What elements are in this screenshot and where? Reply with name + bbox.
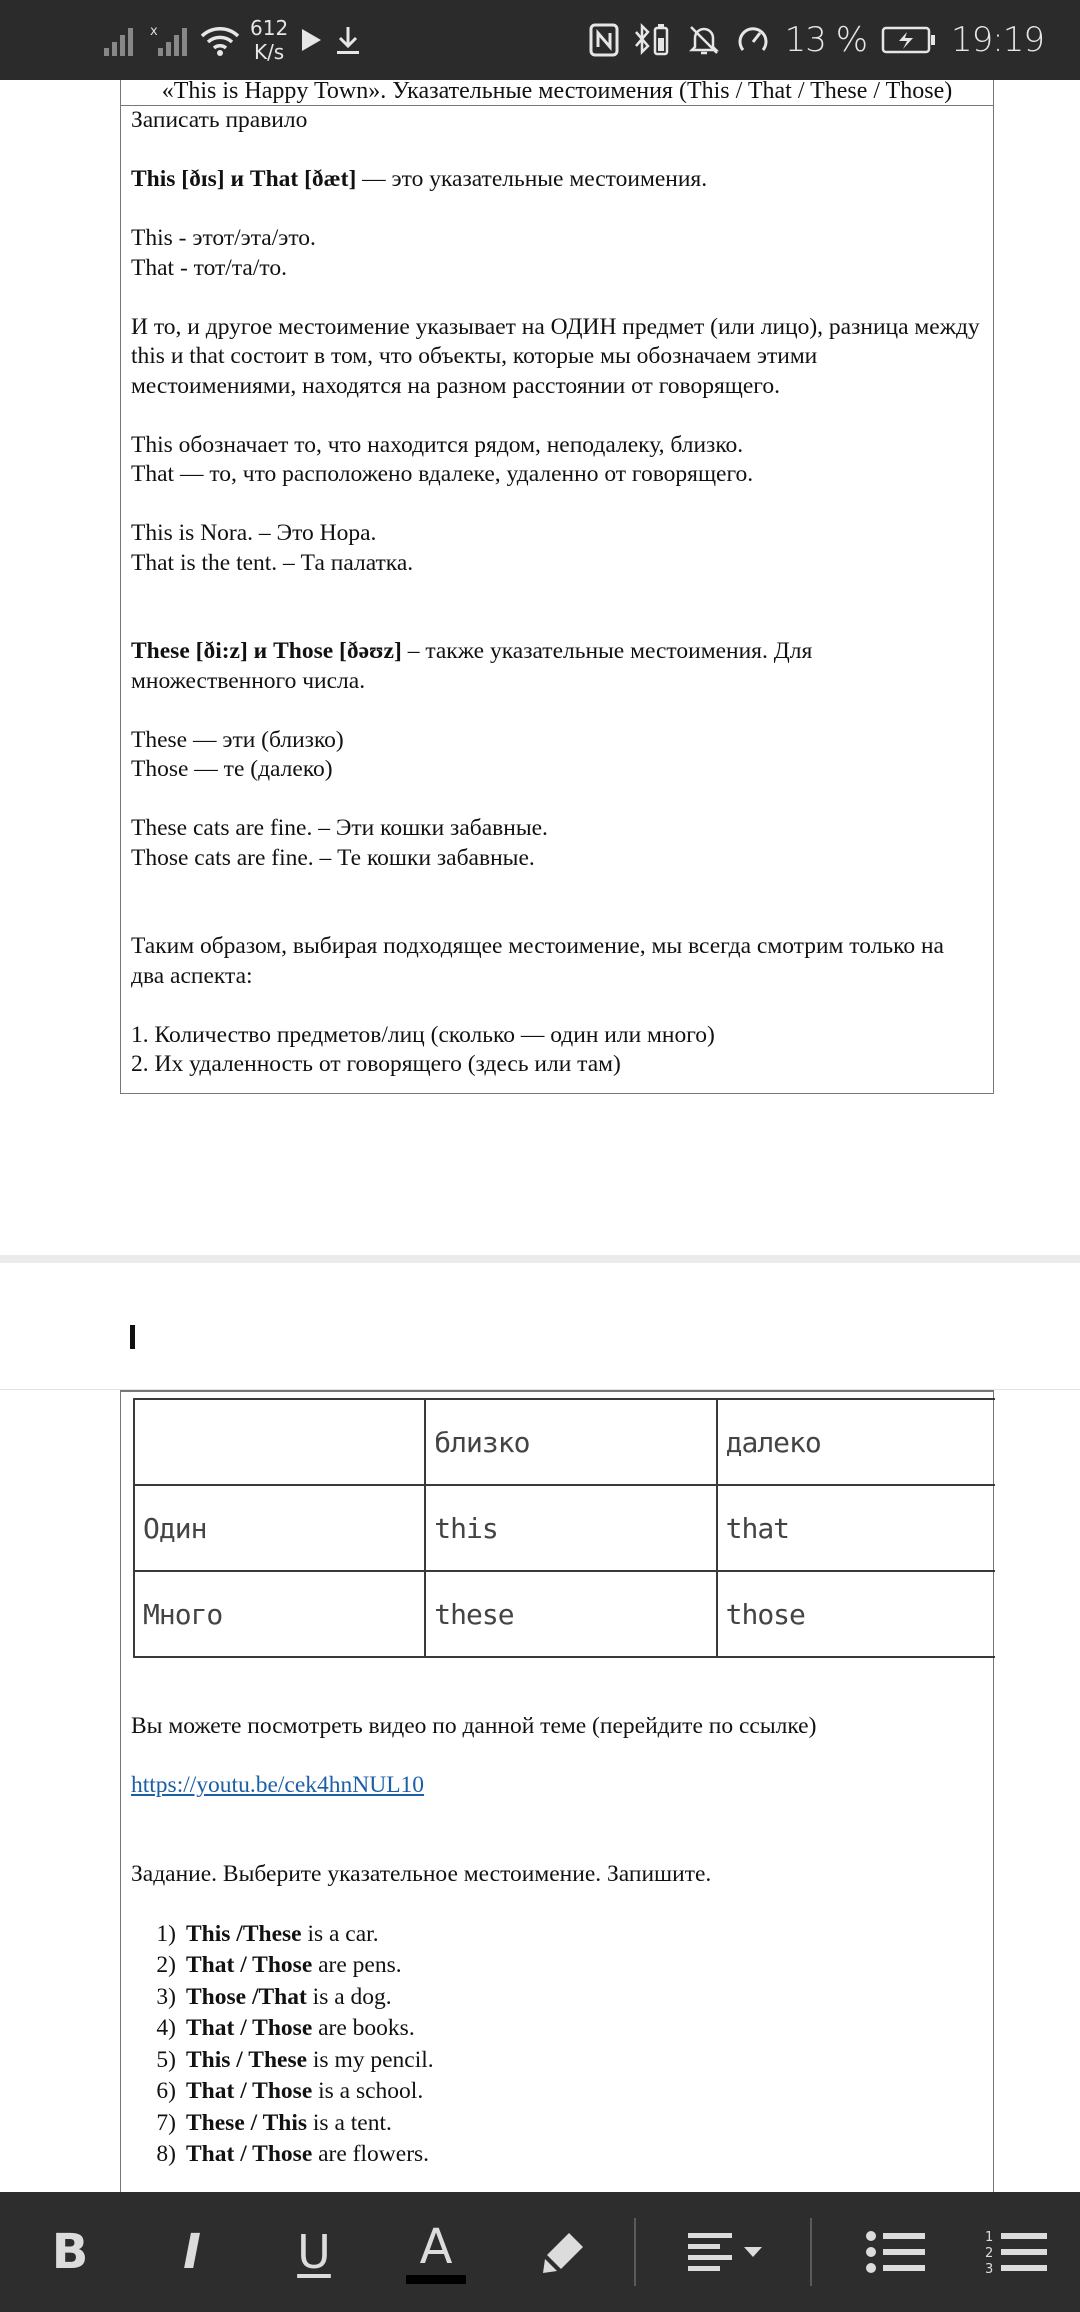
clock: 19:19 (951, 20, 1044, 60)
example-line: Those cats are fine. – Те кошки забавные. (131, 844, 535, 871)
table-row (134, 1485, 995, 1571)
task-table-cell[interactable] (120, 1390, 994, 2210)
bold-button[interactable] (34, 2216, 106, 2288)
task-rest: is a dog. (306, 1983, 392, 2010)
page-separator (0, 1255, 1080, 1263)
task-text[interactable] (131, 1712, 981, 2171)
example-line: These cats are fine. – Эти кошки забавные. (131, 815, 548, 841)
bullet-list-icon (863, 2227, 927, 2277)
table-cell (134, 1399, 425, 1485)
formatting-toolbar (0, 2192, 1080, 2312)
this-near-line: This обозначает то, что находится рядом, неподалеку, близко. (131, 431, 744, 458)
task-number: 5) (156, 2046, 176, 2073)
list-item (131, 2045, 981, 2077)
table-cell: близко (425, 1399, 716, 1485)
svg-text:3: 3 (985, 2262, 994, 2277)
instruction-line: Записать правило (131, 107, 308, 133)
divider (121, 1390, 993, 1392)
signal-icon (104, 24, 140, 56)
table-cell: these (425, 1571, 716, 1657)
task-options: That / Those (186, 2015, 313, 2041)
bluetooth-battery-icon (633, 22, 673, 58)
example-line: That is the tent. – Та палатка. (131, 549, 414, 576)
highlighter-icon (539, 2227, 589, 2277)
numbered-list-icon (985, 2227, 1049, 2277)
list-item (131, 1982, 981, 2014)
these-meaning: These — эти (близко) (131, 726, 344, 753)
status-bar (0, 0, 1080, 80)
pronoun-table-image (133, 1398, 995, 1658)
rule1-bold: This [ðɪs] и That [ðæt] (131, 166, 357, 192)
aspect-line: 2. Их удаленность от говорящего (здесь или там) (131, 1051, 621, 1077)
summary-paragraph: Таким образом, выбирая подходящее местоимение, мы всегда смотрим только на два аспекта: (131, 933, 944, 989)
list-item (131, 1919, 981, 1951)
text-color-button[interactable] (400, 2216, 472, 2288)
signal-no-service-icon (150, 24, 190, 56)
task-rest: is a school. (312, 2078, 424, 2104)
table-cell: далеко (717, 1399, 995, 1485)
text-color-icon: A (419, 2218, 453, 2275)
task-title: Задание. Выберите указательное местоимение. Запишите. (131, 1860, 712, 1887)
task-rest: are pens. (312, 1952, 402, 1978)
status-right (589, 12, 1044, 68)
task-options: These / This (186, 2109, 308, 2136)
text-color-swatch (406, 2275, 466, 2284)
task-number: 2) (156, 1952, 176, 1978)
rule1-line (131, 165, 981, 195)
task-rest: is a tent. (307, 2109, 392, 2136)
italic-button[interactable] (156, 2216, 228, 2288)
document-page-2 (0, 1263, 1080, 2192)
list-item (131, 1950, 981, 1982)
svg-text:x: x (150, 24, 158, 39)
speed-unit: K/s (253, 40, 285, 64)
bold-icon: B (51, 2224, 89, 2280)
wifi-icon (200, 24, 240, 56)
video-link[interactable]: https://youtu.be/cek4hnNUL10 (131, 1772, 425, 1798)
task-list (131, 1919, 981, 2171)
table-cell: this (425, 1485, 716, 1571)
text-cursor (130, 1325, 135, 1349)
speed-value: 612 (250, 16, 289, 40)
rule2-line (131, 637, 981, 696)
that-meaning: That - тот/та/то. (131, 254, 287, 281)
play-icon (298, 26, 324, 54)
battery-percent: 13 % (784, 20, 868, 60)
task-number: 8) (156, 2141, 176, 2167)
toolbar-divider (810, 2218, 812, 2286)
rule-table-cell[interactable] (120, 80, 994, 1094)
network-speed (250, 16, 288, 64)
video-text: Вы можете посмотреть видео по данной теме (перейдите по ссылке) (131, 1713, 817, 1739)
task-options: This / These (186, 2046, 308, 2073)
task-number: 3) (156, 1983, 176, 2010)
task-number: 6) (156, 2078, 176, 2104)
italic-icon: I (183, 2224, 201, 2280)
lesson-title-row[interactable]: «This is Happy Town». Указательные местоимения (This / That / These / Those) (121, 80, 993, 106)
rule-text[interactable] (131, 106, 981, 1080)
table-cell: that (717, 1485, 995, 1571)
bullet-list-button[interactable] (850, 2216, 940, 2288)
explanation-paragraph: И то, и другое местоимение указывает на ОДИН предмет (или лицо), разница между this и that состоит в том, что объекты, которые мы обозначаем этими местоимениями, находятся на разном расстоянии от говорящего. (131, 313, 980, 399)
rule2-rest: – также указательные местоимения. Для множественного числа. (131, 638, 813, 694)
table-cell: Один (134, 1485, 425, 1571)
power-saver-icon (735, 22, 771, 58)
rule2-bold: These [ði:z] и Those [ðəʊz] (131, 638, 402, 664)
task-number: 1) (156, 1920, 176, 1947)
highlight-button[interactable] (528, 2216, 600, 2288)
svg-text:1: 1 (985, 2230, 994, 2245)
list-item (131, 2139, 981, 2171)
status-left (104, 12, 362, 68)
battery-charging-icon (881, 25, 937, 55)
this-meaning: This - этот/эта/это. (131, 225, 316, 251)
task-options: That / Those (186, 2141, 313, 2167)
list-item (131, 2108, 981, 2140)
those-meaning: Those — те (далеко) (131, 756, 333, 782)
svg-text:2: 2 (985, 2246, 994, 2261)
table-cell: those (717, 1571, 995, 1657)
task-options: That / Those (186, 2078, 313, 2104)
table-row (134, 1399, 995, 1485)
that-far-line: That — то, что расположено вдалеке, удаленно от говорящего. (131, 461, 754, 487)
task-rest: is a car. (301, 1920, 379, 1947)
download-icon (334, 25, 362, 55)
aspect-line: 1. Количество предметов/лиц (сколько — один или много) (131, 1021, 715, 1048)
task-rest: are flowers. (312, 2141, 430, 2167)
align-icon (684, 2227, 776, 2277)
underline-icon: U (297, 2225, 331, 2279)
task-options: Those /That (186, 1983, 307, 2010)
task-rest: are books. (312, 2015, 415, 2041)
task-number: 7) (156, 2109, 176, 2136)
align-button[interactable] (680, 2216, 780, 2288)
task-options: This /These (186, 1920, 302, 1947)
table-cell: Много (134, 1571, 425, 1657)
rule1-rest: — это указательные местоимения. (356, 166, 708, 192)
nfc-icon (589, 23, 619, 57)
task-number: 4) (156, 2015, 176, 2041)
document-page-1 (0, 80, 1080, 1255)
toolbar-divider (634, 2218, 636, 2286)
silent-icon (687, 23, 721, 57)
task-options: That / Those (186, 1952, 313, 1978)
task-rest: is my pencil. (307, 2046, 434, 2073)
list-item (131, 2076, 981, 2108)
example-line: This is Nora. – Это Нора. (131, 520, 377, 546)
table-row (134, 1571, 995, 1657)
list-item (131, 2013, 981, 2045)
numbered-list-button[interactable] (972, 2216, 1062, 2288)
underline-button[interactable] (278, 2216, 350, 2288)
